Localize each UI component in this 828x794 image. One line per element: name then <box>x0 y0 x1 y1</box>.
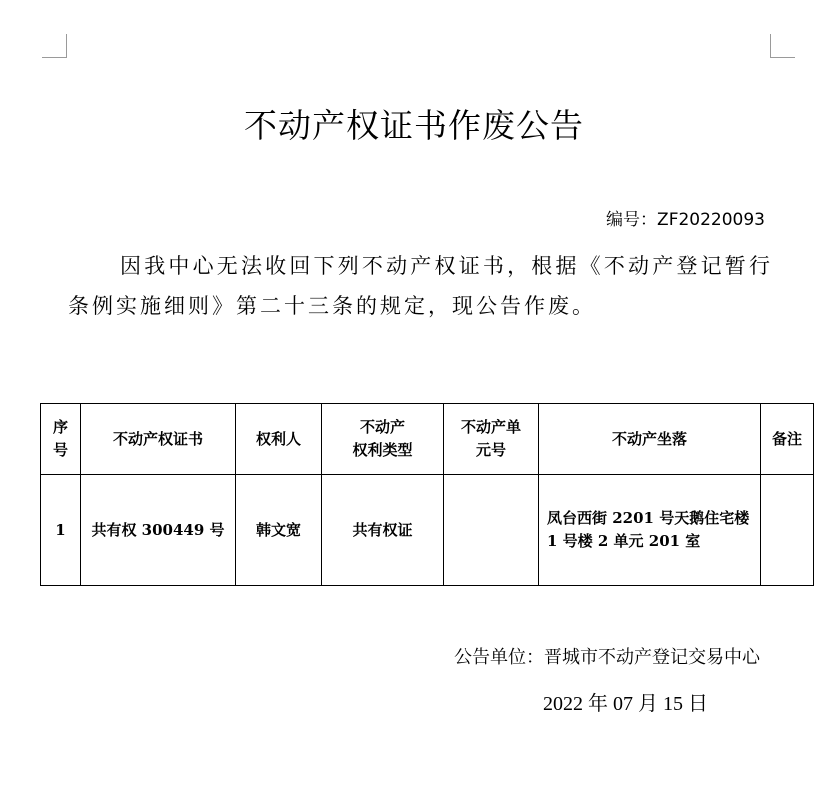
header-unit-no <box>444 404 539 475</box>
cell-seq: 1 <box>41 475 81 586</box>
header-right-type-line1: 不动产 <box>359 418 405 436</box>
notice-body: 因我中心无法收回下列不动产权证书，根据《不动产登记暂行条例实施细则》第二十三条的规定，现公告作废。 <box>68 254 773 318</box>
header-right-type <box>322 404 444 475</box>
crop-mark-top-left <box>42 57 67 58</box>
table-row <box>41 475 814 586</box>
crop-mark-top-left <box>66 34 67 58</box>
notice-title: 不动产权证书作废公告 <box>244 106 584 145</box>
cell-unit-no <box>444 475 539 586</box>
cell-right-type: 共有权证 <box>322 475 444 586</box>
cell-remarks <box>761 475 814 586</box>
header-remarks: 备注 <box>761 404 814 475</box>
header-seq-line1: 序 <box>52 418 68 436</box>
header-cert: 不动产权证书 <box>81 404 236 475</box>
crop-mark-top-right <box>770 57 795 58</box>
header-unit-no-line1: 不动产单 <box>460 418 521 436</box>
header-holder: 权利人 <box>236 404 322 475</box>
header-seq-line2: 号 <box>52 441 68 459</box>
cell-holder: 韩文宽 <box>236 475 322 586</box>
voided-certificates-table <box>40 403 814 586</box>
document-number: 编号：ZF20220093 <box>606 210 765 230</box>
header-seq <box>41 404 81 475</box>
issuing-organization: 公告单位：晋城市不动产登记交易中心 <box>454 647 760 668</box>
header-right-type-line2: 权利类型 <box>352 441 413 459</box>
cell-location: 凤台西街 2201 号天鹅住宅楼 1 号楼 2 单元 201 室 <box>539 475 761 586</box>
header-unit-no-line2: 元号 <box>475 441 506 459</box>
notice-date: 2022 年 07 月 15 日 <box>543 693 708 715</box>
table-header-row <box>41 404 814 475</box>
cell-cert: 共有权 300449 号 <box>81 475 236 586</box>
header-location: 不动产坐落 <box>539 404 761 475</box>
crop-mark-top-right <box>770 34 771 58</box>
